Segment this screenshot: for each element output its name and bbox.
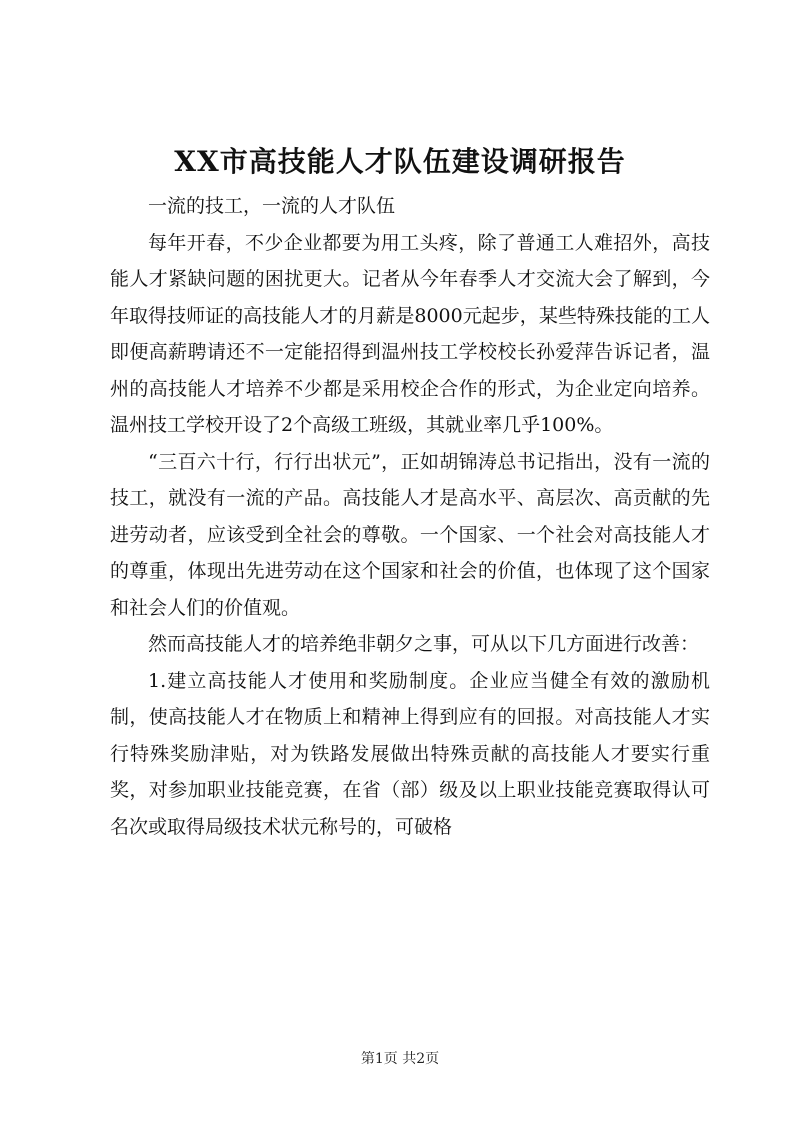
body-paragraph: “三百六十行，行行出状元”，正如胡锦涛总书记指出，没有一流的技工，就没有一流的产品。高技能人才是高水平、高层次、高贡献的先进劳动者，应该受到全社会的尊敬。一个国家、一个社会对高技能人才的尊重，体现出先进劳动在这个国家和社会的价值，也体现了这个国家和社会人们的价值观。	[110, 450, 710, 619]
page-footer: 第1页 共2页	[360, 1051, 440, 1067]
subtitle-paragraph: 一流的技工，一流的人才队伍	[148, 195, 396, 217]
body-paragraph: 然而高技能人才的培养绝非朝夕之事，可从以下几方面进行改善：	[148, 633, 700, 655]
page-title: XX市高技能人才队伍建设调研报告	[174, 145, 626, 178]
document-body	[110, 188, 710, 845]
body-paragraph: 每年开春，不少企业都要为用工头疼，除了普通工人难招外，高技能人才紧缺问题的困扰更大。记者从今年春季人才交流大会了解到，今年取得技师证的高技能人才的月薪是8000元起步，某些特殊技能的工人即便高薪聘请还不一定能招得到温州技工学校校长孙爱萍告诉记者，温州的高技能人才培养不少都是采用校企合作的形式，为企业定向培养。温州技工学校开设了2个高级工班级，其就业率几乎100%。	[110, 231, 710, 436]
body-paragraph: 1.建立高技能人才使用和奖励制度。企业应当健全有效的激励机制，使高技能人才在物质上和精神上得到应有的回报。对高技能人才实行特殊奖励津贴，对为铁路发展做出特殊贡献的高技能人才要实行重奖，对参加职业技能竞赛，在省（部）级及以上职业技能竞赛取得认可名次或取得局级技术状元称号的，可破格	[110, 669, 710, 838]
